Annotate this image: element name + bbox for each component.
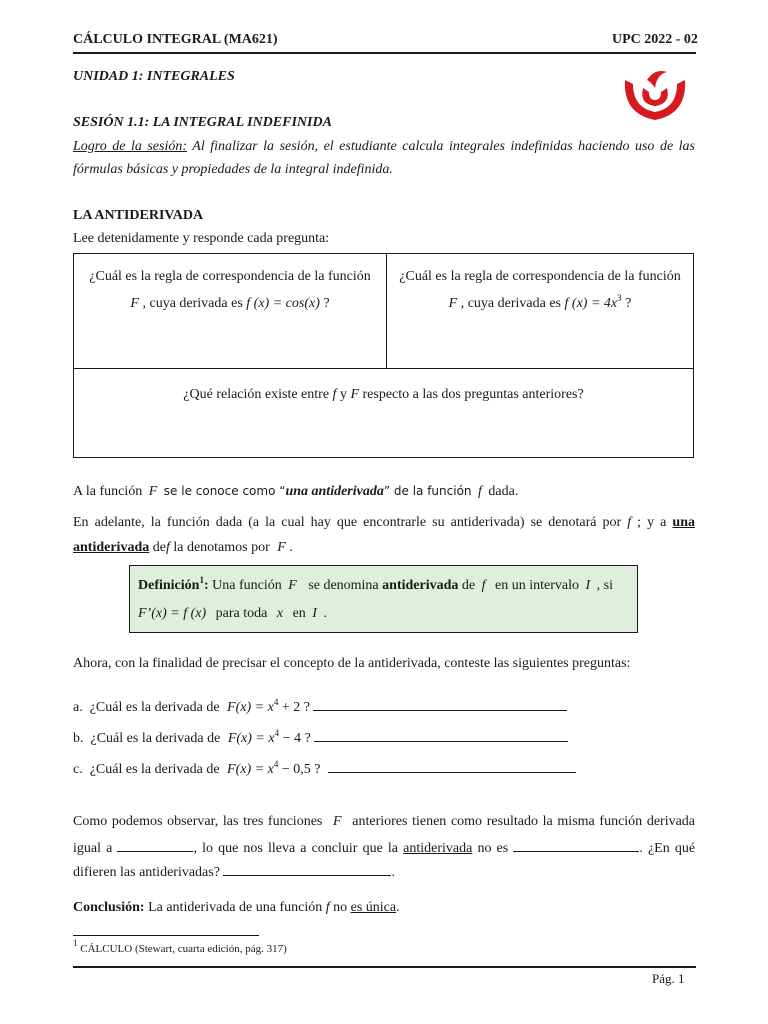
- obs-antiderivada: antiderivada: [403, 841, 473, 856]
- footnote-text: CÁLCULO (Stewart, cuarta edición, pág. 317): [80, 943, 287, 955]
- p1-emphasis: una antiderivada: [285, 484, 384, 499]
- header-rule: [73, 52, 696, 54]
- q1-line2: [74, 290, 386, 317]
- answer-blank-derivative[interactable]: [117, 838, 193, 852]
- item-tail: + 2 ?: [278, 700, 310, 715]
- paragraph-notation-line2: [73, 540, 293, 556]
- q2-line1: ¿Cuál es la regla de correspondencia de la función: [399, 269, 681, 284]
- conclusion-a: La antiderivada de una función: [148, 900, 323, 915]
- exercise-item-a: [73, 697, 567, 716]
- section-intro: Lee detenidamente y responde cada pregunta:: [73, 231, 330, 246]
- definition-colon: :: [203, 578, 209, 593]
- q2-equation: f (x) = 4x: [564, 296, 618, 311]
- p2-f2: f: [165, 540, 170, 555]
- item-text: ¿Cuál es la derivada de: [90, 731, 221, 746]
- item-tail: − 4 ?: [279, 731, 311, 746]
- definition-line2: [138, 606, 327, 622]
- def-dot: .: [323, 606, 327, 621]
- def-x: x: [276, 606, 284, 621]
- p1-d: dada.: [488, 484, 519, 499]
- definition-line1: [138, 575, 613, 594]
- p1-F: F: [148, 484, 158, 499]
- item-equation: F(x) = x: [227, 731, 275, 746]
- p1-a: A la función: [73, 484, 143, 499]
- item-exponent: 4: [274, 728, 280, 738]
- answer-blank-a[interactable]: [313, 697, 567, 711]
- paragraph-antiderivative: [73, 484, 518, 500]
- footnote-rule: [73, 935, 259, 936]
- p1-f: f: [478, 484, 482, 499]
- q1-line1: ¿Cuál es la regla de correspondencia de la función: [89, 269, 371, 284]
- session-title: SESIÓN 1.1: LA INTEGRAL INDEFINIDA: [73, 115, 332, 130]
- observation-line2: [73, 838, 695, 857]
- q1-end: ?: [323, 296, 330, 311]
- q3-y: y: [339, 387, 347, 402]
- footer-rule: [73, 966, 696, 968]
- goal-label: Logro de la sesión:: [73, 139, 187, 154]
- p2-mid: ; y a: [637, 515, 667, 530]
- q3-F: F: [350, 387, 359, 402]
- question-2: [386, 263, 694, 317]
- item-tail: − 0,5 ?: [278, 762, 321, 777]
- question-table: [73, 253, 694, 458]
- session-goal-line2: fórmulas básicas y propiedades de la integral indefinida.: [73, 162, 393, 177]
- def-term: antiderivada: [382, 578, 459, 593]
- conclusion-label: Conclusión:: [73, 900, 145, 915]
- page-number: Pág. 1: [652, 971, 685, 986]
- footnote: [73, 938, 287, 955]
- q2-exponent: 3: [617, 293, 622, 303]
- q3-text-a: ¿Qué relación existe entre: [183, 387, 330, 402]
- q1-F: F: [130, 296, 139, 311]
- conclusion: [73, 900, 400, 916]
- question-1: [74, 263, 386, 317]
- answer-blank-unique[interactable]: [513, 838, 639, 852]
- p2-F: F: [277, 540, 286, 555]
- q2-end: ?: [625, 296, 632, 311]
- conclusion-dot: .: [396, 900, 400, 915]
- term-label: UPC 2022 - 02: [612, 32, 698, 47]
- p2-dot: .: [289, 540, 293, 555]
- obs-F: F: [333, 814, 342, 829]
- def-F: F: [288, 578, 297, 593]
- p2-antiderivada: antiderivada: [73, 540, 150, 555]
- p1-b: se le conoce como “: [163, 484, 286, 498]
- p2-rest: la denotamos por: [173, 540, 270, 555]
- obs-d: , lo que nos lleva a concluir que la: [193, 841, 398, 856]
- p2-f1: f: [627, 515, 632, 530]
- item-letter: c.: [73, 762, 83, 777]
- exercise-item-b: [73, 728, 568, 747]
- item-exponent: 4: [273, 759, 279, 769]
- def-I2: I: [312, 606, 317, 621]
- conclusion-f: f: [325, 900, 330, 915]
- goal-text1: Al finalizar la sesión, el estudiante calcula integrales indefinidas haciendo uso de las: [192, 139, 695, 154]
- conclusion-b: no: [333, 900, 348, 915]
- course-title: CÁLCULO INTEGRAL (MA621): [73, 32, 278, 47]
- q2-line2: [386, 290, 694, 317]
- q2-mid: , cuya derivada es: [460, 296, 562, 311]
- q3-text-b: respecto a las dos preguntas anteriores?: [362, 387, 584, 402]
- table-divider-horizontal: [74, 368, 693, 369]
- observation-line1: [73, 814, 695, 830]
- p2-de: de: [152, 540, 166, 555]
- conclusion-c: es única: [350, 900, 397, 915]
- item-letter: a.: [73, 700, 83, 715]
- item-equation: F(x) = x: [227, 762, 274, 777]
- def-I: I: [585, 578, 591, 593]
- obs-f: . ¿En qué: [639, 841, 696, 856]
- def-e: , si: [596, 578, 613, 593]
- unit-title: UNIDAD 1: INTEGRALES: [73, 69, 235, 84]
- answer-blank-c[interactable]: [328, 759, 576, 773]
- q3-f: f: [332, 387, 337, 402]
- item-letter: b.: [73, 731, 84, 746]
- p2-una: una: [672, 515, 695, 530]
- upc-logo-icon: [621, 66, 689, 124]
- obs-a: Como podemos observar, las tres funciones: [73, 814, 323, 829]
- q2-F: F: [448, 296, 458, 311]
- answer-blank-differ[interactable]: [223, 862, 391, 876]
- exercise-item-c: [73, 759, 576, 778]
- def-g: para toda: [215, 606, 268, 621]
- def-d: en un intervalo: [495, 578, 579, 593]
- definition-label: Definición: [138, 578, 200, 593]
- p2-line1: En adelante, la función dada (a la cual hay que encontrarle su antiderivada) se denotará por: [73, 515, 622, 530]
- exercise-prompt: Ahora, con la finalidad de precisar el concepto de la antiderivada, conteste las siguientes preguntas:: [73, 656, 631, 671]
- q1-equation: f (x) = cos(x): [246, 296, 320, 311]
- obs-e: no es: [477, 841, 509, 856]
- def-a: Una función: [212, 578, 282, 593]
- definition-box: [129, 565, 638, 633]
- footnote-number: 1: [73, 938, 78, 948]
- obs-c: igual a: [73, 841, 113, 856]
- session-goal-line1: [73, 139, 695, 155]
- q1-mid: , cuya derivada es: [142, 296, 243, 311]
- def-h: en: [292, 606, 306, 621]
- question-3: [74, 381, 693, 408]
- item-equation: F(x) = x: [227, 700, 274, 715]
- obs-g: difieren las antiderivadas?: [73, 865, 220, 880]
- def-c: de: [461, 578, 476, 593]
- def-equation: F’(x) = f (x): [138, 606, 207, 621]
- section-title: LA ANTIDERIVADA: [73, 208, 204, 223]
- def-b: se denomina: [308, 578, 379, 593]
- item-exponent: 4: [273, 697, 279, 707]
- p1-c: ” de la función: [383, 484, 472, 498]
- item-text: ¿Cuál es la derivada de: [89, 700, 220, 715]
- def-f: f: [481, 578, 486, 593]
- definition-footnote-ref: 1: [199, 575, 204, 585]
- obs-b: anteriores tienen como resultado la misma función derivada: [352, 814, 696, 829]
- answer-blank-b[interactable]: [314, 728, 568, 742]
- paragraph-notation-line1: [73, 515, 695, 531]
- obs-h: .: [391, 865, 395, 880]
- item-text: ¿Cuál es la derivada de: [89, 762, 220, 777]
- observation-line3: [73, 862, 395, 881]
